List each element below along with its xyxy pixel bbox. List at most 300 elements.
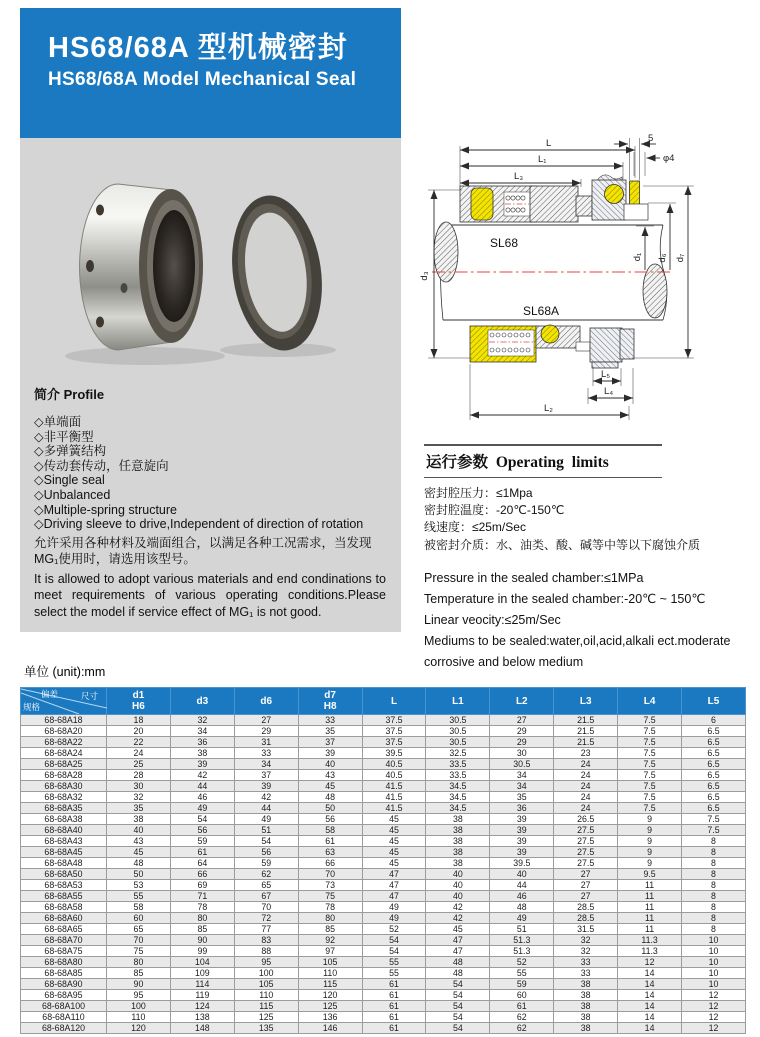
value-cell: 37.5 <box>362 715 426 726</box>
value-cell: 30 <box>490 748 554 759</box>
value-cell: 64 <box>170 858 234 869</box>
value-cell: 24 <box>554 792 618 803</box>
value-cell: 62 <box>490 1023 554 1034</box>
value-cell: 33.5 <box>426 770 490 781</box>
model-cell: 68-68A95 <box>21 990 107 1001</box>
value-cell: 62 <box>490 1012 554 1023</box>
value-cell: 61 <box>362 1023 426 1034</box>
value-cell: 65 <box>234 880 298 891</box>
dim-label-d1: d₁ <box>632 252 643 262</box>
table-row <box>21 935 746 946</box>
value-cell: 39 <box>490 814 554 825</box>
value-cell: 32 <box>554 946 618 957</box>
value-cell: 136 <box>298 1012 362 1023</box>
value-cell: 7.5 <box>618 803 682 814</box>
value-cell: 124 <box>170 1001 234 1012</box>
value-cell: 38 <box>426 847 490 858</box>
value-cell: 70 <box>107 935 171 946</box>
value-cell: 61 <box>362 1012 426 1023</box>
value-cell: 30.5 <box>426 726 490 737</box>
model-cell: 68-68A40 <box>21 825 107 836</box>
value-cell: 14 <box>618 990 682 1001</box>
column-header: L1 <box>426 688 490 715</box>
value-cell: 43 <box>107 836 171 847</box>
value-cell: 7.5 <box>618 748 682 759</box>
value-cell: 9 <box>618 847 682 858</box>
value-cell: 6.5 <box>682 759 746 770</box>
column-header: d6 <box>234 688 298 715</box>
dim-label-d3: d₃ <box>419 271 430 281</box>
value-cell: 21.5 <box>554 737 618 748</box>
table-body <box>21 715 746 1034</box>
value-cell: 9.5 <box>618 869 682 880</box>
operating-line-en: Pressure in the sealed chamber:≤1MPa <box>424 570 644 585</box>
value-cell: 14 <box>618 968 682 979</box>
value-cell: 30 <box>107 781 171 792</box>
profile-bullet-list <box>34 415 386 532</box>
value-cell: 38 <box>170 748 234 759</box>
table-row <box>21 858 746 869</box>
value-cell: 24 <box>554 781 618 792</box>
column-header: d1 H6 <box>107 688 171 715</box>
dim-label-L: L <box>546 138 552 149</box>
value-cell: 11 <box>618 880 682 891</box>
column-header: L4 <box>618 688 682 715</box>
value-cell: 6.5 <box>682 781 746 792</box>
value-cell: 85 <box>107 968 171 979</box>
model-cell: 68-68A75 <box>21 946 107 957</box>
profile-bullet: ◇单端面 <box>34 415 82 429</box>
value-cell: 66 <box>170 869 234 880</box>
table-row <box>21 924 746 935</box>
value-cell: 58 <box>107 902 171 913</box>
value-cell: 75 <box>107 946 171 957</box>
value-cell: 45 <box>107 847 171 858</box>
value-cell: 115 <box>234 1001 298 1012</box>
value-cell: 71 <box>170 891 234 902</box>
value-cell: 54 <box>426 1012 490 1023</box>
value-cell: 33 <box>554 957 618 968</box>
value-cell: 9 <box>618 814 682 825</box>
value-cell: 12 <box>682 1012 746 1023</box>
model-cell: 68-68A30 <box>21 781 107 792</box>
value-cell: 47 <box>362 891 426 902</box>
value-cell: 44 <box>234 803 298 814</box>
value-cell: 38 <box>107 814 171 825</box>
value-cell: 80 <box>107 957 171 968</box>
value-cell: 148 <box>170 1023 234 1034</box>
column-header: L2 <box>490 688 554 715</box>
value-cell: 36 <box>170 737 234 748</box>
value-cell: 135 <box>234 1023 298 1034</box>
value-cell: 78 <box>298 902 362 913</box>
dim-label-d7: d₇ <box>675 253 686 263</box>
table-row <box>21 891 746 902</box>
value-cell: 61 <box>362 1001 426 1012</box>
model-cell: 68-68A35 <box>21 803 107 814</box>
value-cell: 49 <box>490 913 554 924</box>
value-cell: 85 <box>170 924 234 935</box>
value-cell: 60 <box>490 990 554 1001</box>
value-cell: 60 <box>107 913 171 924</box>
corner-label-dimension: 尺寸 <box>80 691 98 701</box>
value-cell: 7.5 <box>682 814 746 825</box>
value-cell: 85 <box>298 924 362 935</box>
value-cell: 29 <box>490 726 554 737</box>
value-cell: 61 <box>490 1001 554 1012</box>
value-cell: 104 <box>170 957 234 968</box>
value-cell: 90 <box>170 935 234 946</box>
value-cell: 49 <box>234 814 298 825</box>
table-row <box>21 715 746 726</box>
value-cell: 92 <box>298 935 362 946</box>
value-cell: 6.5 <box>682 737 746 748</box>
value-cell: 45 <box>298 781 362 792</box>
value-cell: 32 <box>107 792 171 803</box>
model-cell: 68-68A50 <box>21 869 107 880</box>
value-cell: 34.5 <box>426 803 490 814</box>
value-cell: 115 <box>298 979 362 990</box>
page-title: HS68/68A 型机械密封 <box>48 32 348 64</box>
value-cell: 50 <box>107 869 171 880</box>
model-cell: 68-68A25 <box>21 759 107 770</box>
model-cell: 68-68A28 <box>21 770 107 781</box>
model-cell: 68-68A60 <box>21 913 107 924</box>
product-photo <box>20 138 401 383</box>
value-cell: 27 <box>554 880 618 891</box>
value-cell: 97 <box>298 946 362 957</box>
model-cell: 68-68A20 <box>21 726 107 737</box>
value-cell: 67 <box>234 891 298 902</box>
value-cell: 42 <box>234 792 298 803</box>
model-cell: 68-68A80 <box>21 957 107 968</box>
column-header: L3 <box>554 688 618 715</box>
value-cell: 20 <box>107 726 171 737</box>
value-cell: 125 <box>298 1001 362 1012</box>
value-cell: 7.5 <box>618 737 682 748</box>
value-cell: 49 <box>362 913 426 924</box>
operating-line-en: Temperature in the sealed chamber:-20℃ ~ 150℃ <box>424 591 706 606</box>
value-cell: 14 <box>618 1001 682 1012</box>
operating-line-en: Linear veocity:≤25m/Sec <box>424 612 561 627</box>
value-cell: 6.5 <box>682 803 746 814</box>
model-cell: 68-68A65 <box>21 924 107 935</box>
value-cell: 59 <box>170 836 234 847</box>
value-cell: 33 <box>554 968 618 979</box>
value-cell: 40 <box>426 869 490 880</box>
value-cell: 27.5 <box>554 825 618 836</box>
value-cell: 11.3 <box>618 935 682 946</box>
value-cell: 7.5 <box>618 770 682 781</box>
value-cell: 6.5 <box>682 770 746 781</box>
value-cell: 70 <box>298 869 362 880</box>
model-cell: 68-68A58 <box>21 902 107 913</box>
drawing-label-sl68a: SL68A <box>523 304 560 318</box>
value-cell: 70 <box>234 902 298 913</box>
dim-label-L5: L₅ <box>601 369 611 380</box>
value-cell: 47 <box>362 869 426 880</box>
table-corner-cell <box>21 688 107 715</box>
model-cell: 68-68A38 <box>21 814 107 825</box>
value-cell: 12 <box>682 990 746 1001</box>
value-cell: 10 <box>682 957 746 968</box>
value-cell: 88 <box>234 946 298 957</box>
model-cell: 68-68A24 <box>21 748 107 759</box>
value-cell: 95 <box>107 990 171 1001</box>
value-cell: 48 <box>298 792 362 803</box>
value-cell: 66 <box>298 858 362 869</box>
value-cell: 38 <box>426 825 490 836</box>
value-cell: 38 <box>554 1023 618 1034</box>
value-cell: 39 <box>170 759 234 770</box>
value-cell: 28.5 <box>554 913 618 924</box>
table-row <box>21 990 746 1001</box>
profile-bullet: ◇Unbalanced <box>34 487 111 502</box>
table-row <box>21 759 746 770</box>
table-row <box>21 803 746 814</box>
value-cell: 53 <box>107 880 171 891</box>
value-cell: 41.5 <box>362 781 426 792</box>
dim-label-L3: L₃ <box>514 171 524 182</box>
value-cell: 56 <box>170 825 234 836</box>
value-cell: 35 <box>490 792 554 803</box>
operating-line-en: Mediums to be sealed:water,oil,acid,alkali ect.moderate corrosive and below medium <box>424 633 731 669</box>
value-cell: 7.5 <box>618 715 682 726</box>
model-cell: 68-68A85 <box>21 968 107 979</box>
value-cell: 90 <box>107 979 171 990</box>
table-row <box>21 880 746 891</box>
value-cell: 25 <box>107 759 171 770</box>
value-cell: 48 <box>426 957 490 968</box>
value-cell: 6.5 <box>682 726 746 737</box>
value-cell: 110 <box>107 1012 171 1023</box>
value-cell: 47 <box>426 946 490 957</box>
value-cell: 14 <box>618 979 682 990</box>
model-cell: 68-68A90 <box>21 979 107 990</box>
operating-limits-zh <box>424 485 759 554</box>
model-cell: 68-68A70 <box>21 935 107 946</box>
value-cell: 83 <box>234 935 298 946</box>
value-cell: 35 <box>107 803 171 814</box>
value-cell: 40 <box>426 891 490 902</box>
value-cell: 11 <box>618 924 682 935</box>
value-cell: 50 <box>298 803 362 814</box>
value-cell: 34.5 <box>426 792 490 803</box>
value-cell: 125 <box>234 1012 298 1023</box>
value-cell: 31.5 <box>554 924 618 935</box>
value-cell: 30.5 <box>426 737 490 748</box>
model-cell: 68-68A53 <box>21 880 107 891</box>
left-panel <box>20 138 401 632</box>
operating-limits-heading: 运行参数 Operating limits <box>424 444 662 478</box>
value-cell: 18 <box>107 715 171 726</box>
value-cell: 40.5 <box>362 759 426 770</box>
value-cell: 37 <box>234 770 298 781</box>
value-cell: 48 <box>107 858 171 869</box>
value-cell: 9 <box>618 836 682 847</box>
value-cell: 27.5 <box>554 836 618 847</box>
value-cell: 21.5 <box>554 715 618 726</box>
table-row <box>21 726 746 737</box>
value-cell: 39 <box>234 781 298 792</box>
value-cell: 27 <box>234 715 298 726</box>
value-cell: 120 <box>107 1023 171 1034</box>
value-cell: 45 <box>362 847 426 858</box>
value-cell: 54 <box>426 1001 490 1012</box>
profile-bullet: ◇多弹簧结构 <box>34 444 107 459</box>
value-cell: 27 <box>554 869 618 880</box>
value-cell: 114 <box>170 979 234 990</box>
corner-label-spec: 规格 <box>23 702 41 712</box>
value-cell: 28.5 <box>554 902 618 913</box>
dim-label-phi4: φ4 <box>663 153 675 164</box>
model-cell: 68-68A48 <box>21 858 107 869</box>
value-cell: 78 <box>170 902 234 913</box>
table-row <box>21 1012 746 1023</box>
value-cell: 8 <box>682 836 746 847</box>
value-cell: 46 <box>490 891 554 902</box>
value-cell: 8 <box>682 913 746 924</box>
column-header: L5 <box>682 688 746 715</box>
value-cell: 110 <box>298 968 362 979</box>
value-cell: 69 <box>170 880 234 891</box>
operating-limits-en <box>424 568 759 673</box>
value-cell: 49 <box>362 902 426 913</box>
column-header: d7 H8 <box>298 688 362 715</box>
value-cell: 44 <box>490 880 554 891</box>
value-cell: 56 <box>298 814 362 825</box>
value-cell: 38 <box>554 1001 618 1012</box>
table-row <box>21 913 746 924</box>
value-cell: 11.3 <box>618 946 682 957</box>
value-cell: 24 <box>554 759 618 770</box>
table-row <box>21 792 746 803</box>
value-cell: 39 <box>490 825 554 836</box>
value-cell: 59 <box>490 979 554 990</box>
value-cell: 61 <box>362 979 426 990</box>
value-cell: 8 <box>682 847 746 858</box>
table-row <box>21 814 746 825</box>
table-row <box>21 781 746 792</box>
value-cell: 37.5 <box>362 737 426 748</box>
value-cell: 39.5 <box>362 748 426 759</box>
value-cell: 95 <box>234 957 298 968</box>
profile-note-zh: 允许采用各种材料及端面组合，以满足各种工况需求，当发现MG₁使用时，请选用该型号。 <box>34 535 372 567</box>
model-cell: 68-68A18 <box>21 715 107 726</box>
value-cell: 6 <box>682 715 746 726</box>
value-cell: 9 <box>618 858 682 869</box>
value-cell: 7.5 <box>682 825 746 836</box>
page-subtitle: HS68/68A Model Mechanical Seal <box>48 69 357 90</box>
value-cell: 31 <box>234 737 298 748</box>
value-cell: 24 <box>554 803 618 814</box>
value-cell: 55 <box>490 968 554 979</box>
table-row <box>21 979 746 990</box>
value-cell: 29 <box>234 726 298 737</box>
operating-limits-section <box>424 444 759 673</box>
table-row <box>21 748 746 759</box>
value-cell: 54 <box>426 979 490 990</box>
value-cell: 6.5 <box>682 792 746 803</box>
value-cell: 34 <box>170 726 234 737</box>
table-row <box>21 968 746 979</box>
value-cell: 51 <box>234 825 298 836</box>
value-cell: 40 <box>107 825 171 836</box>
dim-label-L4: L₄ <box>604 386 614 397</box>
value-cell: 39.5 <box>490 858 554 869</box>
value-cell: 8 <box>682 869 746 880</box>
operating-line-zh: 被密封介质：水、油类、酸、碱等中等以下腐蚀介质 <box>424 537 701 552</box>
value-cell: 10 <box>682 935 746 946</box>
table-row <box>21 946 746 957</box>
model-cell: 68-68A22 <box>21 737 107 748</box>
value-cell: 42 <box>426 902 490 913</box>
value-cell: 45 <box>426 924 490 935</box>
value-cell: 63 <box>298 847 362 858</box>
value-cell: 10 <box>682 968 746 979</box>
drawing-label-sl68: SL68 <box>490 236 519 250</box>
model-cell: 68-68A100 <box>21 1001 107 1012</box>
value-cell: 22 <box>107 737 171 748</box>
table-header-row <box>21 688 746 715</box>
dim-label-L2: L₂ <box>544 403 553 414</box>
value-cell: 34 <box>490 770 554 781</box>
value-cell: 80 <box>298 913 362 924</box>
value-cell: 39 <box>490 847 554 858</box>
value-cell: 8 <box>682 858 746 869</box>
value-cell: 12 <box>682 1023 746 1034</box>
dim-label-5: 5 <box>648 133 654 144</box>
value-cell: 45 <box>362 858 426 869</box>
value-cell: 47 <box>362 880 426 891</box>
value-cell: 105 <box>298 957 362 968</box>
model-cell: 68-68A120 <box>21 1023 107 1034</box>
value-cell: 99 <box>170 946 234 957</box>
value-cell: 54 <box>426 1023 490 1034</box>
value-cell: 146 <box>298 1023 362 1034</box>
value-cell: 34 <box>234 759 298 770</box>
value-cell: 45 <box>362 814 426 825</box>
technical-drawing <box>418 130 760 446</box>
value-cell: 23 <box>554 748 618 759</box>
value-cell: 40.5 <box>362 770 426 781</box>
value-cell: 35 <box>298 726 362 737</box>
column-header: L <box>362 688 426 715</box>
value-cell: 51.3 <box>490 946 554 957</box>
dim-label-d6: d₆ <box>657 253 668 263</box>
value-cell: 33 <box>234 748 298 759</box>
value-cell: 58 <box>298 825 362 836</box>
table-row <box>21 1023 746 1034</box>
value-cell: 75 <box>298 891 362 902</box>
value-cell: 7.5 <box>618 759 682 770</box>
value-cell: 8 <box>682 902 746 913</box>
value-cell: 34.5 <box>426 781 490 792</box>
value-cell: 38 <box>426 836 490 847</box>
value-cell: 54 <box>426 990 490 1001</box>
profile-bullet: ◇Multiple-spring structure <box>34 502 177 517</box>
value-cell: 32 <box>170 715 234 726</box>
value-cell: 61 <box>362 990 426 1001</box>
value-cell: 7.5 <box>618 726 682 737</box>
value-cell: 30.5 <box>426 715 490 726</box>
value-cell: 43 <box>298 770 362 781</box>
dimension-table <box>20 687 746 1034</box>
table-row <box>21 957 746 968</box>
profile-bullet: ◇非平衡型 <box>34 429 94 444</box>
value-cell: 11 <box>618 902 682 913</box>
value-cell: 32.5 <box>426 748 490 759</box>
